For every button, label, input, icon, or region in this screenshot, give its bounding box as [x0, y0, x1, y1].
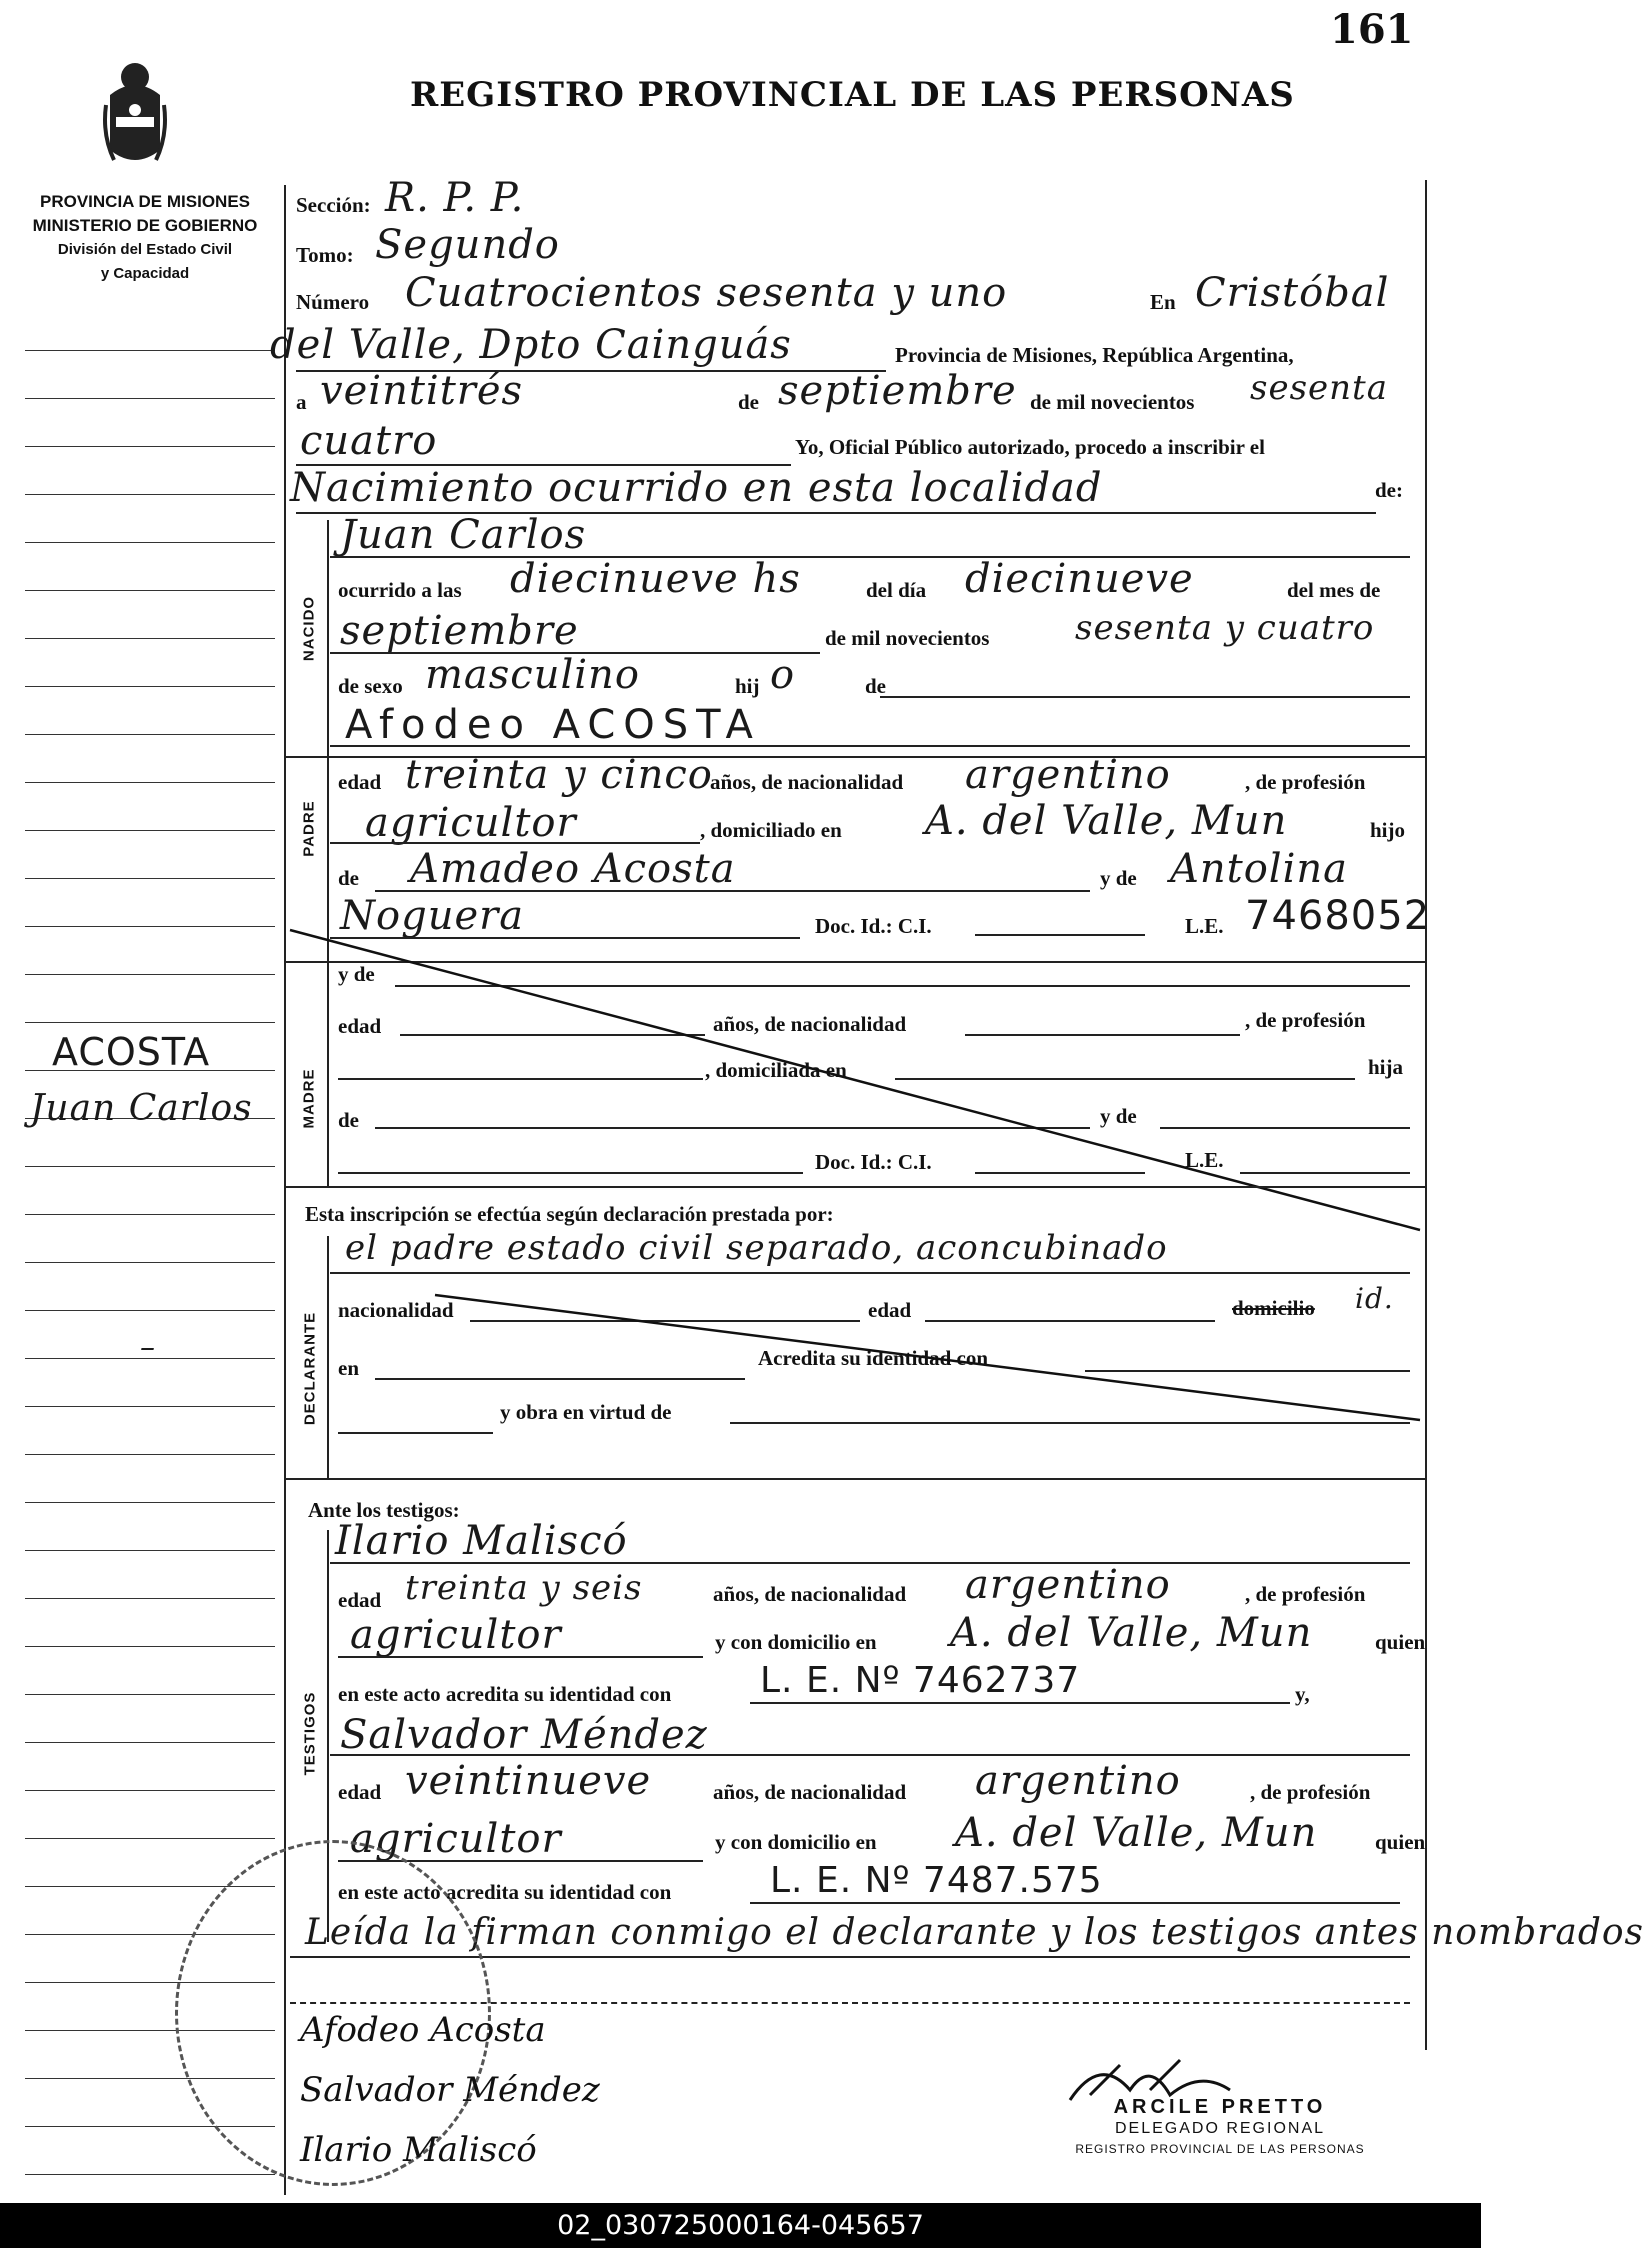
signature-father: Afodeo Acosta	[300, 2010, 546, 2050]
margin-rule-line	[25, 1790, 275, 1791]
declarante-divider	[327, 1236, 329, 1478]
del-dia-label: del día	[866, 578, 927, 602]
t1-nacionalidad: argentino	[965, 1562, 1171, 1608]
padre-nombre: Afodeo ACOSTA	[345, 702, 761, 748]
ministry-line: MINISTERIO DE GOBIERNO	[32, 216, 258, 235]
official-org: REGISTRO PROVINCIAL DE LAS PERSONAS	[1075, 2142, 1365, 2156]
nacido-divider	[327, 520, 329, 756]
margin-rule-line	[25, 926, 275, 927]
mes-nacido-value: septiembre	[340, 608, 579, 654]
padre-section-label: PADRE	[300, 800, 318, 857]
numero-value: Cuatrocientos sesenta y uno	[405, 270, 1008, 316]
edad-label-decl: edad	[868, 1298, 912, 1322]
signature-witness-2: Salvador Méndez	[300, 2070, 600, 2110]
margin-rule-line	[25, 1694, 275, 1695]
t2-edad: veintinueve	[405, 1758, 652, 1804]
profesion-padre-value: agricultor	[365, 800, 577, 846]
en-label-decl: en	[338, 1356, 359, 1380]
t2-domicilio: A. del Valle, Mun	[955, 1810, 1318, 1856]
objeto-value: Nacimiento ocurrido en esta localidad	[290, 465, 1103, 511]
t1-edad-label: edad	[338, 1588, 382, 1612]
le-label-padre: L.E.	[1185, 914, 1224, 938]
sexo-line	[880, 696, 1410, 698]
leido-text: Leída la firman conmigo el declarante y los testigos antes nombrados	[305, 1912, 1644, 1953]
anio-value: sesenta	[1250, 368, 1388, 408]
nacido-section-label: NACIDO	[300, 595, 318, 662]
t1-profesion: agricultor	[350, 1612, 562, 1658]
t2-edad-label: edad	[338, 1780, 382, 1804]
abuela-value: Antolina	[1170, 846, 1348, 892]
le-label-madre: L.E.	[1185, 1148, 1224, 1172]
domicilio-label-padre: , domiciliado en	[700, 818, 842, 842]
y-de-label-madre: y de	[338, 962, 375, 986]
domicilio-label-decl: domicilio	[1232, 1296, 1315, 1320]
madre-section-label: MADRE	[300, 1068, 318, 1129]
t2-profesion: agricultor	[350, 1816, 562, 1862]
domicilio-label-madre: , domiciliada en	[705, 1058, 847, 1082]
domicilio-decl-value: id.	[1355, 1282, 1394, 1315]
margin-rule-line	[25, 446, 275, 447]
de-label-madre: de	[338, 1108, 359, 1132]
profesion-label-padre: , de profesión	[1245, 770, 1366, 794]
margin-rule-line	[25, 1262, 275, 1263]
margin-rule-line	[25, 494, 275, 495]
t1-profesion-label: , de profesión	[1245, 1582, 1366, 1606]
margin-rule-line	[25, 1022, 275, 1023]
anios-label-madre: años, de nacionalidad	[713, 1012, 907, 1036]
mil-label: de mil novecientos	[825, 626, 990, 650]
margin-rule-line	[25, 830, 275, 831]
t2-anios-label: años, de nacionalidad	[713, 1780, 907, 1804]
abuelo-line	[375, 890, 1090, 892]
acredita-label-decl: Acredita su identidad con	[758, 1346, 989, 1370]
y-de2-label-madre: y de	[1100, 1104, 1137, 1128]
lugar-value: del Valle, Dpto Cainguás	[270, 322, 792, 368]
ministry-line: y Capacidad	[100, 265, 190, 282]
nacionalidad-label-decl: nacionalidad	[338, 1298, 454, 1322]
y-de-label-padre: y de	[1100, 866, 1137, 890]
anios-label-padre: años, de nacionalidad	[710, 770, 904, 794]
t1-edad: treinta y seis	[405, 1568, 643, 1608]
t2-nacionalidad: argentino	[975, 1758, 1181, 1804]
margin-rule-line	[25, 542, 275, 543]
t2-quien-label: quien	[1375, 1830, 1426, 1854]
madre-cancel-line	[280, 920, 1430, 1240]
declarante-intro: Esta inscripción se efectúa según declaración prestada por:	[305, 1202, 834, 1226]
t2-nombre-line	[330, 1754, 1410, 1756]
official-name: ARCILE PRETTO	[1113, 2096, 1327, 2118]
margin-rule-line	[25, 350, 275, 351]
margin-rule-line	[25, 1646, 275, 1647]
t1-acredita-label: en este acto acredita su identidad con	[338, 1682, 672, 1706]
de-label: de	[738, 390, 759, 414]
t2-acredita-label: en este acto acredita su identidad con	[338, 1880, 672, 1904]
provincia-text: Provincia de Misiones, República Argentina,	[895, 343, 1294, 367]
declarante-section-label: DECLARANTE	[301, 1311, 319, 1426]
margin-rule-line	[25, 974, 275, 975]
seccion-label: Sección:	[296, 193, 371, 217]
hija-label: hija	[1368, 1055, 1404, 1079]
de-label-nacido: de	[865, 674, 886, 698]
t1-nombre-line	[330, 1562, 1410, 1564]
padre-nombre-line	[330, 745, 1410, 747]
margin-rule-line	[25, 590, 275, 591]
tomo-value: Segundo	[375, 222, 560, 268]
footer-code: 02_030725000164-045657	[0, 2203, 1481, 2248]
t1-domicilio-label: y con domicilio en	[715, 1630, 877, 1654]
t1-doc-line	[750, 1702, 1290, 1704]
hijo-value: o	[770, 652, 796, 698]
margin-rule-line	[25, 398, 275, 399]
t1-quien-label: quien	[1375, 1630, 1426, 1654]
en-value: Cristóbal	[1195, 270, 1390, 316]
edad-label-madre: edad	[338, 1014, 382, 1038]
declarante-line	[330, 1272, 1410, 1274]
t1-y-label: y,	[1295, 1682, 1310, 1706]
madre-bottom-border	[286, 1186, 1426, 1188]
seccion-value: R. P. P.	[385, 175, 525, 221]
t1-doc: L. E. Nº 7462737	[760, 1660, 1081, 1701]
t2-nombre: Salvador Méndez	[340, 1712, 708, 1758]
margin-rule-line	[25, 1838, 275, 1839]
margin-rule-line	[25, 2174, 275, 2175]
dia-value: veintitrés	[320, 368, 524, 414]
margin-surname: ACOSTA	[52, 1030, 211, 1074]
nombre-line	[330, 556, 1410, 558]
margin-rule-line	[25, 1214, 275, 1215]
testigos-intro: Ante los testigos:	[308, 1498, 460, 1522]
de-suffix: de:	[1375, 478, 1403, 502]
margin-dash: –	[140, 1330, 156, 1365]
domicilio-padre-value: A. del Valle, Mun	[925, 798, 1288, 844]
margin-rule-line	[25, 686, 275, 687]
official-title: DELEGADO REGIONAL	[1114, 2120, 1326, 2137]
profesion-label-madre: , de profesión	[1245, 1008, 1366, 1032]
margin-rule-line	[25, 1406, 275, 1407]
mes-value: septiembre	[778, 368, 1017, 414]
t2-domicilio-label: y con domicilio en	[715, 1830, 877, 1854]
obra-label-decl: y obra en virtud de	[500, 1400, 672, 1424]
abuelo-value: Amadeo Acosta	[410, 846, 736, 892]
t2-doc-line	[750, 1902, 1400, 1904]
declarante-cancel-line	[430, 1290, 1430, 1430]
edad-padre-value: treinta y cinco	[405, 752, 713, 798]
mil-text: de mil novecientos	[1030, 390, 1195, 414]
anio-cont: cuatro	[300, 418, 438, 464]
tomo-label: Tomo:	[296, 243, 354, 267]
page-number: 161	[1330, 6, 1414, 53]
declarante-value: el padre estado civil separado, aconcubinado	[345, 1228, 1168, 1268]
t1-nombre: Ilario Maliscó	[335, 1518, 628, 1564]
t1-domicilio: A. del Valle, Mun	[950, 1610, 1313, 1656]
nacionalidad-padre-value: argentino	[965, 752, 1171, 798]
margin-rule-line	[25, 1310, 275, 1311]
nacido-nombre: Juan Carlos	[340, 512, 587, 558]
margin-rule-line	[25, 1502, 275, 1503]
numero-label: Número	[296, 290, 370, 314]
margin-rule-line	[25, 1742, 275, 1743]
a-label: a	[296, 390, 307, 414]
doc-label-padre: Doc. Id.: C.I.	[815, 914, 932, 938]
dia-nacido-value: diecinueve	[965, 556, 1194, 602]
margin-rule-line	[25, 1550, 275, 1551]
margin-rule-line	[25, 734, 275, 735]
margin-rule-line	[25, 1166, 275, 1167]
hijo-label: hij	[735, 674, 760, 698]
doc-label-madre: Doc. Id.: C.I.	[815, 1150, 932, 1174]
ministry-line: División del Estado Civil	[57, 241, 233, 258]
signature-witness-1: Ilario Maliscó	[300, 2130, 537, 2170]
margin-rule-line	[25, 878, 275, 879]
del-mes-label: del mes de	[1287, 578, 1381, 602]
margin-rule-line	[25, 1598, 275, 1599]
edad-label-padre: edad	[338, 770, 382, 794]
ocurrido-label: ocurrido a las	[338, 578, 462, 602]
hora-value: diecinueve hs	[510, 556, 801, 602]
ministry-line: PROVINCIA DE MISIONES	[39, 192, 250, 211]
ministry-block	[10, 190, 280, 286]
t1-anios-label: años, de nacionalidad	[713, 1582, 907, 1606]
sexo-value: masculino	[425, 652, 640, 698]
t2-profesion-label: , de profesión	[1250, 1780, 1371, 1804]
en-label: En	[1150, 290, 1176, 314]
margin-name: Juan Carlos	[30, 1088, 253, 1129]
declarante-bottom-border	[286, 1478, 1426, 1480]
anio-nacido-value: sesenta y cuatro	[1075, 608, 1375, 648]
testigos-section-label: TESTIGOS	[301, 1691, 319, 1776]
coat-of-arms-icon	[102, 55, 168, 175]
t2-doc: L. E. Nº 7487.575	[770, 1860, 1103, 1901]
oficial-text: Yo, Oficial Público autorizado, procedo a inscribir el	[795, 435, 1265, 459]
t1-profesion-line	[338, 1656, 703, 1658]
apellido-cont: Noguera	[340, 893, 525, 939]
de-label-padre: de	[338, 866, 359, 890]
sexo-label: de sexo	[338, 674, 403, 698]
hijo-label-padre: hijo	[1370, 818, 1406, 842]
margin-rule-line	[25, 782, 275, 783]
obra-left-line	[338, 1432, 493, 1434]
margin-rule-line	[25, 1454, 275, 1455]
margin-rule-line	[25, 638, 275, 639]
le-padre-value: 7468052	[1245, 893, 1431, 939]
profesion-line	[330, 842, 700, 844]
document-title: REGISTRO PROVINCIAL DE LAS PERSONAS	[410, 75, 1295, 115]
